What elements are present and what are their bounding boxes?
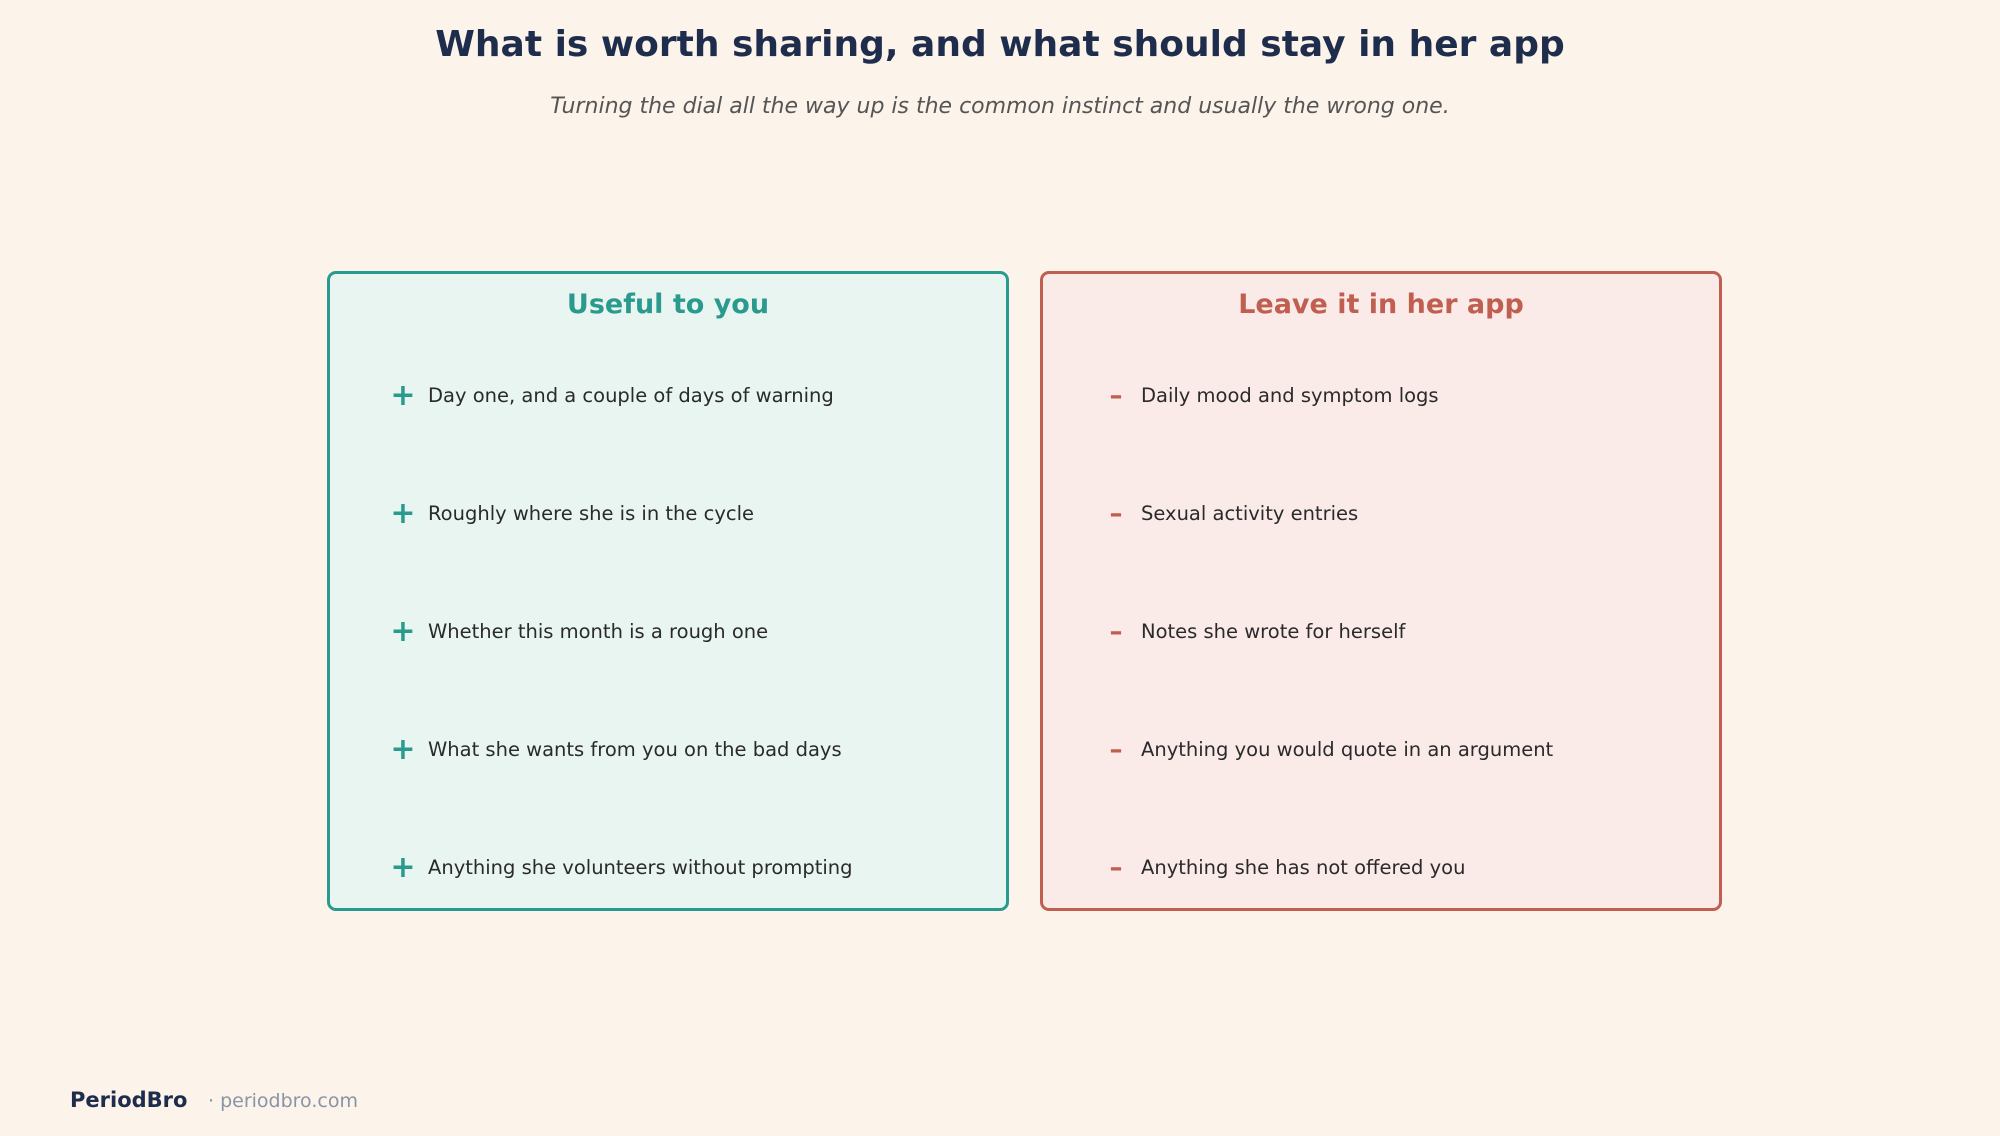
plus-icon: + (390, 850, 416, 885)
footer-url: · periodbro.com (208, 1090, 358, 1112)
list-item (1043, 848, 1719, 888)
list-item-text: Roughly where she is in the cycle (428, 502, 755, 525)
minus-icon: – (1109, 853, 1123, 883)
list-item-text: Whether this month is a rough one (428, 620, 769, 643)
list-item (330, 848, 1006, 888)
page-subtitle: Turning the dial all the way up is the common instinct and usually the wrong one. (550, 94, 1450, 119)
minus-icon: – (1109, 381, 1123, 411)
list-item-text: Anything you would quote in an argument (1141, 738, 1554, 761)
list-item (1043, 730, 1719, 770)
page-title: What is worth sharing, and what should stay in her app (435, 24, 1565, 65)
list-item (330, 730, 1006, 770)
list-item (1043, 376, 1719, 416)
list-item (330, 376, 1006, 416)
list-item (330, 612, 1006, 652)
plus-icon: + (390, 614, 416, 649)
list-item (330, 494, 1006, 534)
list-item-text: Anything she volunteers without prompting (428, 856, 853, 879)
plus-icon: + (390, 378, 416, 413)
list-item-text: Anything she has not offered you (1141, 856, 1466, 879)
list-item-text: Daily mood and symptom logs (1141, 384, 1439, 407)
list-item-text: Sexual activity entries (1141, 502, 1359, 525)
list-item (1043, 612, 1719, 652)
useful-panel (327, 271, 1009, 911)
list-item (1043, 494, 1719, 534)
minus-icon: – (1109, 617, 1123, 647)
plus-icon: + (390, 496, 416, 531)
minus-icon: – (1109, 499, 1123, 529)
plus-icon: + (390, 732, 416, 767)
leave-panel-heading: Leave it in her app (1238, 289, 1524, 320)
footer-brand: PeriodBro (70, 1088, 188, 1112)
list-item-text: What she wants from you on the bad days (428, 738, 842, 761)
list-item-text: Notes she wrote for herself (1141, 620, 1406, 643)
useful-panel-heading: Useful to you (566, 289, 770, 320)
minus-icon: – (1109, 735, 1123, 765)
leave-panel (1040, 271, 1722, 911)
list-item-text: Day one, and a couple of days of warning (428, 384, 834, 407)
